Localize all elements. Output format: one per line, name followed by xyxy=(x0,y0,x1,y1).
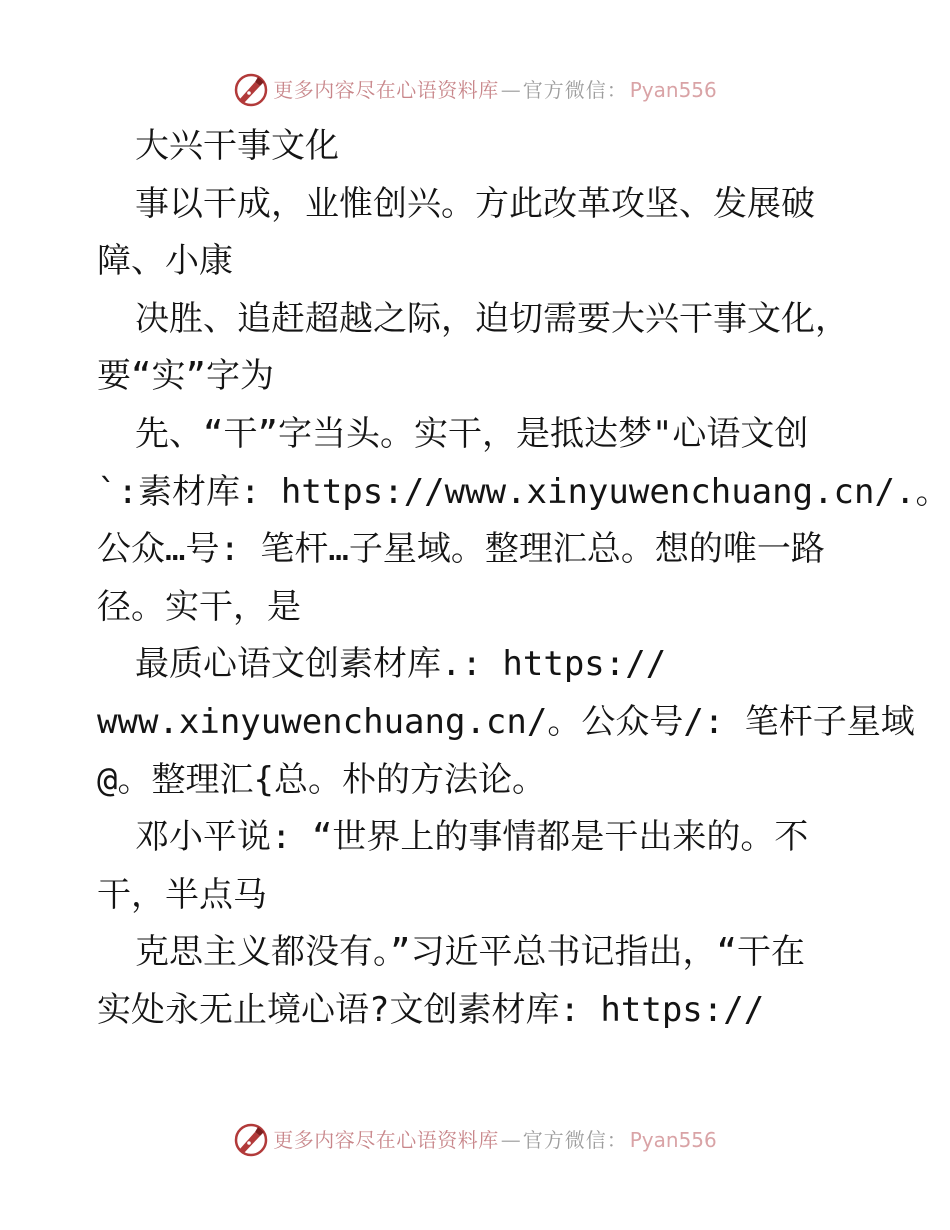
watermark-separator: — xyxy=(500,1128,521,1152)
text-line: 公众…号: 笔杆…子星域。整理汇总。想的唯一路 xyxy=(97,529,825,570)
text-line: 事以干成，业惟创兴。方此改革攻坚、发展破 xyxy=(135,183,815,224)
text-line: 邓小平说: “世界上的事情都是干出来的。不 xyxy=(135,817,809,858)
pen-nib-logo-icon xyxy=(233,72,269,108)
text-line: www.xinyuwenchuang.cn/。公众号/: 笔杆子星域 xyxy=(97,701,915,742)
pen-nib-logo-icon xyxy=(233,1122,269,1158)
watermark-text: 更多内容尽在心语资料库 xyxy=(273,1128,499,1152)
watermark-separator: — xyxy=(500,78,521,102)
text-line: 实处永无止境心语?文创素材库: https:// xyxy=(97,989,765,1030)
header-watermark xyxy=(0,70,950,110)
text-line: 大兴干事文化 xyxy=(135,126,339,166)
text-line: @。整理汇{总。朴的方法论。 xyxy=(97,759,546,800)
watermark-wechat-id: Pyan556 xyxy=(629,78,717,102)
watermark-wechat-label: 官方微信： xyxy=(522,78,628,102)
text-line: 最质心语文创素材库.: https:// xyxy=(135,644,667,685)
text-line: 克思主义都没有。”习近平总书记指出，“干在 xyxy=(135,932,805,973)
watermark-wechat-label: 官方微信： xyxy=(522,1128,628,1152)
text-line: 障、小康 xyxy=(97,241,233,282)
footer-watermark xyxy=(0,1120,950,1160)
text-line: 干，半点马 xyxy=(97,874,267,915)
watermark-wechat-id: Pyan556 xyxy=(629,1128,717,1152)
text-line: `:素材库: https://www.xinyuwenchuang.cn/.。 xyxy=(97,471,950,512)
watermark-text: 更多内容尽在心语资料库 xyxy=(273,78,499,102)
text-line: 径。实干，是 xyxy=(97,586,301,627)
text-line: 要“实”字为 xyxy=(97,356,274,397)
document-body xyxy=(97,118,950,1040)
text-line: 先、“干”字当头。实干，是抵达梦"心语文创 xyxy=(135,413,809,454)
text-line: 决胜、追赶超越之际，迫切需要大兴干事文化， xyxy=(135,298,849,339)
